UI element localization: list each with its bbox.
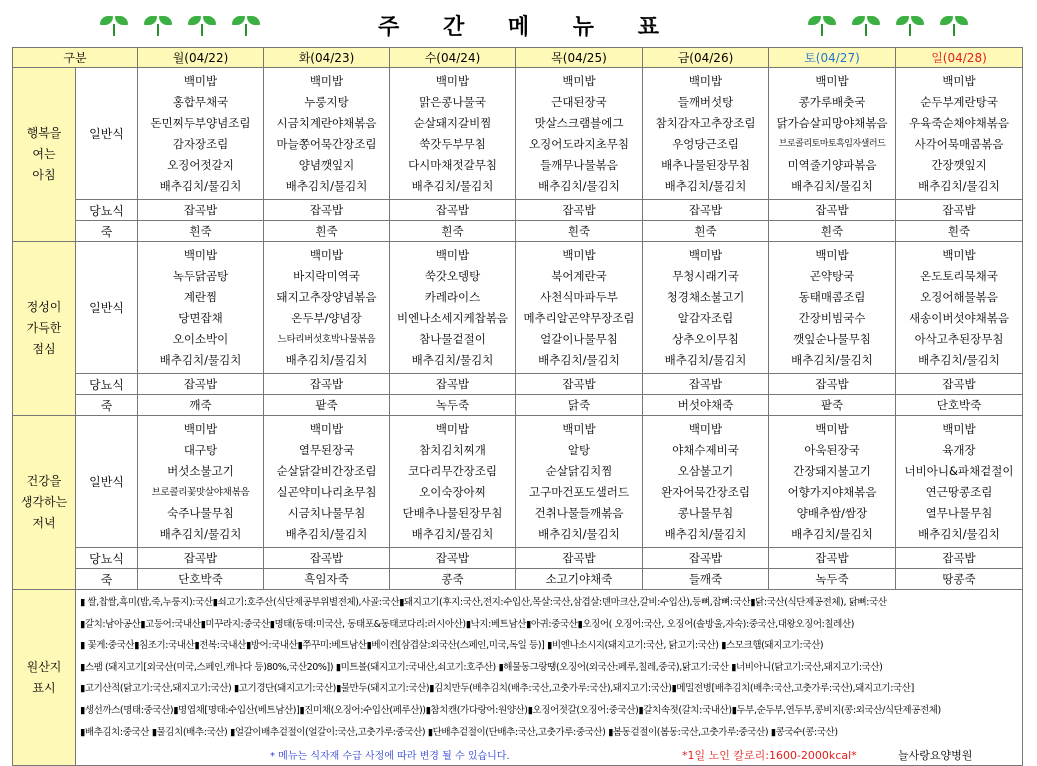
menu-item: 비엔나소세지케찹볶음 [396, 310, 509, 325]
menu-item: 순살돼지갈비찜 [413, 115, 492, 130]
general-label: 일반식 [76, 242, 138, 374]
diabetic-menu-cell: 잡곡밥 [390, 200, 516, 221]
menu-item: 아삭고추된장무침 [914, 331, 1004, 346]
menu-item: 백미밥 [435, 73, 470, 88]
diabetic-menu-cell: 잡곡밥 [769, 200, 896, 221]
menu-item: 다시마채젓갈무침 [408, 157, 497, 172]
menu-item: 백미밥 [942, 247, 976, 262]
menu-item: 연근땅콩조림 [925, 484, 993, 499]
menu-item: 배추김치/물김치 [538, 178, 620, 193]
meal-general-row [13, 416, 1023, 548]
menu-item: 백미밥 [183, 421, 218, 436]
menu-item: 간장돼지불고기 [793, 463, 871, 478]
origin-line: ▮ 쌀,찹쌀,흑미(밥,죽,누룽지):국산▮쇠고기:호주산(식단제공부위별전체),사골:국산▮돼지고기(후지:국산,전지:수입산,목살:국산,삼겹살:덴마크산,갈비:수입산),등뼈,잡뼈:국산▮닭:국산(식단제공전체), 닭뼈:국산 [80, 597, 887, 608]
meal-name-line: 점심 [32, 342, 56, 356]
menu-item: 닭가슴살피망야채볶음 [776, 115, 888, 130]
diabetic-menu-cell: 잡곡밥 [264, 374, 390, 395]
general-menu-cell [138, 242, 264, 374]
menu-item: 북어계란국 [551, 268, 607, 283]
menu-item: 백미밥 [942, 73, 976, 88]
origin-label-line: 표시 [32, 680, 56, 695]
meal-name-line: 건강을 [26, 474, 62, 488]
sprout-icon [850, 14, 882, 36]
diabetic-menu-cell: 잡곡밥 [138, 374, 264, 395]
menu-item: 백미밥 [688, 421, 723, 436]
title-row [0, 0, 1037, 46]
porridge-label: 죽 [76, 569, 138, 590]
menu-item: 사천식마파두부 [540, 289, 618, 304]
menu-item: 열무나물무침 [925, 505, 993, 520]
menu-item: 백미밥 [309, 421, 344, 436]
calorie-note: *1일 노인 칼로리:1600-2000kcal* [682, 749, 857, 763]
menu-item: 배추김치/물김치 [285, 178, 368, 193]
menu-item: 배추김치/물김치 [664, 178, 747, 193]
menu-item: 돼지고추장양념볶음 [276, 289, 377, 304]
diabetic-menu-cell: 잡곡밥 [896, 374, 1023, 395]
general-menu-cell [264, 68, 390, 200]
menu-item: 건취나물들깨볶음 [534, 505, 624, 520]
menu-item: 배추김치/물김치 [159, 178, 242, 193]
menu-item: 쑥갓두부무침 [419, 136, 486, 151]
menu-item: 배추김치/물김치 [159, 352, 242, 367]
menu-item: 마늘쫑어묵간장조림 [276, 136, 377, 151]
menu-item: 고구마건포도샐러드 [529, 484, 629, 499]
menu-item: 느타리버섯호박나물볶음 [277, 333, 376, 345]
menu-item: 배추김치/물김치 [791, 352, 873, 367]
menu-item: 백미밥 [942, 421, 976, 436]
menu-item: 바지락미역국 [293, 268, 360, 283]
porridge-menu-cell: 흰죽 [643, 221, 769, 242]
menu-item: 간장깻잎지 [931, 157, 987, 172]
porridge-label: 죽 [76, 221, 138, 242]
general-menu-cell [138, 416, 264, 548]
diabetic-menu-cell: 잡곡밥 [390, 548, 516, 569]
porridge-menu-cell: 깨죽 [138, 395, 264, 416]
porridge-label: 죽 [76, 395, 138, 416]
general-menu-cell [896, 242, 1023, 374]
diabetic-menu-cell: 잡곡밥 [264, 548, 390, 569]
menu-item: 메추리알곤약무장조림 [523, 310, 635, 325]
day-header-mon: 월(04/22) [138, 48, 264, 68]
menu-item: 돈민찌두부양념조림 [150, 115, 251, 130]
diabetic-menu-cell: 잡곡밥 [643, 548, 769, 569]
diabetic-menu-cell: 잡곡밥 [896, 200, 1023, 221]
menu-item: 오징어도라지초무침 [529, 136, 629, 151]
general-menu-cell [516, 416, 643, 548]
hospital-name: 늘사랑요양병원 [898, 749, 973, 763]
menu-item: 근대된장국 [551, 94, 607, 109]
porridge-menu-cell: 흰죽 [138, 221, 264, 242]
menu-item: 배추김치/물김치 [538, 352, 620, 367]
day-header-tue: 화(04/23) [264, 48, 390, 68]
meal-name-line: 저녁 [32, 516, 56, 530]
weekly-menu-table [12, 47, 1023, 766]
meal-name-line: 생각하는 [20, 495, 68, 509]
sprout-icon [938, 14, 970, 36]
meal-diabetic-row [13, 548, 1023, 569]
meal-name-line: 여는 [32, 147, 56, 161]
menu-item: 완자어묵간장조림 [661, 484, 750, 499]
origin-line: ▮ 꽃게:중국산▮침조기:국내산▮전복:국내산▮방어:국내산▮쭈꾸미:베트남산▮베이컨[삼겹살:외국산(스페인,미국,독일 등)] ▮비엔나소시지(돼지고기:국산, 닭고기:국산) ▮스모크햄(돼지고기:국산) [80, 640, 824, 652]
meal-general-row [13, 68, 1023, 200]
origin-line: ▮스팸 (돼지고기[외국산(미국,스페인,캐나다 등)80%,국산20%]) ▮미트볼(돼지고기:국내산,쇠고기:호주산) ▮해물동그랑땡(오징어(외국산:페루,칠레,중국),닭고기:국산 ▮너비아니(닭고기:국산,돼지고기:국산) [80, 661, 883, 673]
right-sprout-decoration [806, 14, 970, 36]
general-label: 일반식 [76, 416, 138, 548]
menu-item: 실곤약미나리초무침 [276, 484, 377, 499]
menu-item: 깻잎순나물무침 [793, 331, 871, 346]
day-header-sun: 일(04/28) [896, 48, 1023, 68]
porridge-menu-cell: 흰죽 [264, 221, 390, 242]
menu-item: 양배추쌈/쌈장 [796, 505, 868, 520]
origin-line: ▮갈치:남아공산▮고등어:국내산▮미꾸라지:중국산▮명태(동태:미국산, 동태포&동태코다리:러시아산)▮낙지:베트남산▮아귀:중국산▮오징어( 오징어:국산, 오징어(솔방울,자숙):중국산,대왕오징어:칠레산) [80, 618, 855, 630]
general-menu-cell [769, 68, 896, 200]
menu-item: 맛살스크램블에그 [534, 115, 624, 130]
menu-item: 콩나물무침 [677, 505, 734, 520]
menu-item: 배추김치/물김치 [918, 526, 1000, 541]
porridge-menu-cell: 팥죽 [264, 395, 390, 416]
menu-item: 곤약탕국 [809, 268, 855, 283]
general-menu-cell [264, 416, 390, 548]
menu-item: 오징어해물볶음 [920, 289, 998, 304]
meal-porridge-row [13, 569, 1023, 590]
menu-item: 시금치나물무침 [287, 505, 366, 520]
meal-section-label [13, 242, 76, 416]
menu-item: 백미밥 [562, 421, 596, 436]
menu-item: 백미밥 [435, 247, 470, 262]
meal-name-line: 아침 [32, 168, 56, 182]
menu-item: 감자장조림 [172, 136, 229, 151]
menu-item: 백미밥 [815, 247, 849, 262]
menu-item: 백미밥 [688, 247, 723, 262]
menu-item: 쑥갓오뎅탕 [424, 268, 481, 283]
diabetic-label: 당뇨식 [76, 200, 138, 221]
menu-item: 배추김치/물김치 [159, 526, 242, 541]
menu-item: 온두부/양념장 [291, 310, 362, 325]
diabetic-menu-cell: 잡곡밥 [516, 374, 643, 395]
menu-item: 미역줄기양파볶음 [787, 157, 877, 172]
meal-diabetic-row [13, 200, 1023, 221]
diabetic-menu-cell: 잡곡밥 [516, 548, 643, 569]
menu-item: 너비아니&파채겉절이 [904, 463, 1014, 478]
menu-item: 카레라이스 [424, 289, 481, 304]
menu-item: 브로콜리토마토흑임자샐러드 [778, 138, 886, 149]
general-menu-cell [769, 416, 896, 548]
meal-name-line: 정성이 [26, 300, 62, 314]
general-menu-cell [138, 68, 264, 200]
menu-item: 단배추나물된장무침 [402, 505, 503, 520]
porridge-menu-cell: 단호박죽 [138, 569, 264, 590]
menu-item: 오징어젓갈지 [167, 157, 234, 172]
menu-item: 열무된장국 [298, 442, 355, 457]
meal-general-row [13, 242, 1023, 374]
diabetic-menu-cell: 잡곡밥 [138, 200, 264, 221]
menu-item: 상추오이무침 [672, 331, 739, 346]
menu-item: 참치감자고추장조림 [655, 115, 756, 130]
menu-item: 온도토리묵채국 [920, 268, 998, 283]
menu-item: 무청시래기국 [672, 268, 739, 283]
menu-item: 들깨버섯탕 [677, 94, 734, 109]
day-header-fri: 금(04/26) [643, 48, 769, 68]
menu-item: 브로콜리꽃맛살야채볶음 [151, 486, 250, 498]
general-menu-cell [390, 242, 516, 374]
origin-footer [80, 743, 1020, 765]
menu-item: 새송이버섯야채볶음 [909, 310, 1009, 325]
menu-item: 배추김치/물김치 [538, 526, 620, 541]
menu-item: 배추김치/물김치 [411, 178, 494, 193]
diabetic-menu-cell: 잡곡밥 [264, 200, 390, 221]
menu-item: 백미밥 [183, 247, 218, 262]
meal-porridge-row [13, 221, 1023, 242]
page-title: 주 간 메 뉴 표 [378, 15, 677, 40]
category-header: 구분 [13, 48, 138, 68]
menu-item: 우엉당근조림 [672, 136, 739, 151]
menu-item: 배추김치/물김치 [411, 526, 494, 541]
menu-item: 우육죽순채야채볶음 [909, 115, 1009, 130]
meal-diabetic-row [13, 374, 1023, 395]
general-menu-cell [769, 242, 896, 374]
menu-item: 순살닭김치찜 [545, 463, 613, 478]
general-menu-cell [643, 242, 769, 374]
menu-item: 알감자조림 [677, 310, 734, 325]
day-header-sat: 토(04/27) [769, 48, 896, 68]
menu-item: 아욱된장국 [804, 442, 860, 457]
origin-label [13, 590, 76, 766]
menu-item: 배추김치/물김치 [664, 352, 747, 367]
diabetic-menu-cell: 잡곡밥 [138, 548, 264, 569]
menu-item: 배추김치/물김치 [285, 526, 368, 541]
porridge-menu-cell: 흰죽 [516, 221, 643, 242]
menu-item: 배추나물된장무침 [661, 157, 750, 172]
menu-item: 대구탕 [183, 442, 218, 457]
origin-line: ▮생선까스(명태:중국산)▮명엽채[명태:수입산(베트남산)]▮진미채(오징어:수입산(페루산))▮참치캔(가다랑어:원양산)▮오징어젓갈(오징어:중국산)▮갈치속젓(갈치:국내산)▮두부,순두부,연두부,콩비지(콩:외국산/식단제공전체) [80, 704, 941, 716]
menu-item: 배추김치/물김치 [918, 178, 1000, 193]
general-menu-cell [643, 68, 769, 200]
menu-item: 백미밥 [815, 421, 849, 436]
porridge-menu-cell: 흑임자죽 [264, 569, 390, 590]
porridge-menu-cell: 단호박죽 [896, 395, 1023, 416]
menu-item: 녹두닭곰탕 [172, 268, 229, 283]
general-label: 일반식 [76, 68, 138, 200]
porridge-menu-cell: 소고기야채죽 [516, 569, 643, 590]
menu-item: 순두부계란탕국 [920, 94, 998, 109]
origin-line: ▮고기산적(닭고기:국산,돼지고기:국산) ▮고기경단(돼지고기:국산)▮물만두(돼지고기:국산)▮김치만두(배추김치(배추:국산,고춧가루:국산),돼지고기:국산)▮메밀전병[배추김치(배추:국산,고춧가루:국산),돼지고기:국산] [80, 683, 914, 695]
menu-item: 오이숙장아찌 [419, 484, 486, 499]
diabetic-label: 당뇨식 [76, 548, 138, 569]
origin-info-cell [76, 590, 1023, 766]
menu-item: 배추김치/물김치 [664, 526, 747, 541]
menu-item: 오이소박이 [172, 331, 229, 346]
general-menu-cell [516, 242, 643, 374]
general-menu-cell [643, 416, 769, 548]
porridge-menu-cell: 녹두죽 [390, 395, 516, 416]
meal-name-line: 가득한 [26, 321, 62, 335]
menu-item: 참치김치찌개 [419, 442, 486, 457]
porridge-menu-cell: 땅콩죽 [896, 569, 1023, 590]
porridge-menu-cell: 들깨죽 [643, 569, 769, 590]
menu-item: 양념깻잎지 [298, 157, 355, 172]
menu-item: 배추김치/물김치 [918, 352, 1000, 367]
menu-item: 사각어묵매콤볶음 [914, 136, 1004, 151]
day-header-thu: 목(04/25) [516, 48, 643, 68]
menu-item: 콩가루배춧국 [798, 94, 866, 109]
menu-item: 당면잡채 [178, 310, 223, 325]
menu-item: 청경채소불고기 [666, 289, 745, 304]
menu-item: 배추김치/물김치 [791, 178, 873, 193]
menu-item: 참나물겉절이 [419, 331, 486, 346]
day-header-wed: 수(04/24) [390, 48, 516, 68]
menu-item: 백미밥 [309, 73, 344, 88]
porridge-menu-cell: 닭죽 [516, 395, 643, 416]
menu-item: 들깨무나물볶음 [540, 157, 618, 172]
diabetic-menu-cell: 잡곡밥 [769, 548, 896, 569]
header-row [13, 48, 1023, 68]
porridge-menu-cell: 흰죽 [896, 221, 1023, 242]
menu-item: 백미밥 [309, 247, 344, 262]
diabetic-menu-cell: 잡곡밥 [896, 548, 1023, 569]
porridge-menu-cell: 버섯야채죽 [643, 395, 769, 416]
diabetic-menu-cell: 잡곡밥 [643, 374, 769, 395]
meal-section-label [13, 68, 76, 242]
menu-item: 간장비빔국수 [798, 310, 866, 325]
menu-item: 홍합무채국 [172, 94, 229, 109]
origin-label-line: 원산지 [26, 659, 62, 674]
porridge-menu-cell: 흰죽 [769, 221, 896, 242]
menu-item: 숙주나물무침 [167, 505, 234, 520]
menu-item: 배추김치/물김치 [285, 352, 368, 367]
menu-change-note: * 메뉴는 식자재 수급 사정에 따라 변경 될 수 있습니다. [270, 751, 510, 763]
menu-item: 백미밥 [815, 73, 849, 88]
diabetic-menu-cell: 잡곡밥 [516, 200, 643, 221]
menu-item: 얼갈이나물무침 [540, 331, 618, 346]
general-menu-cell [896, 416, 1023, 548]
menu-item: 동태매콤조림 [798, 289, 866, 304]
menu-item: 계란찜 [183, 289, 218, 304]
origin-row [13, 590, 1023, 766]
porridge-menu-cell: 팥죽 [769, 395, 896, 416]
menu-item: 배추김치/물김치 [791, 526, 873, 541]
porridge-menu-cell: 콩죽 [390, 569, 516, 590]
meal-porridge-row [13, 395, 1023, 416]
diabetic-menu-cell: 잡곡밥 [769, 374, 896, 395]
menu-item: 어향가지야채볶음 [787, 484, 877, 499]
porridge-menu-cell: 흰죽 [390, 221, 516, 242]
general-menu-cell [390, 416, 516, 548]
menu-item: 순살닭갈비간장조림 [276, 463, 377, 478]
meal-section-label [13, 416, 76, 590]
menu-item: 알탕 [567, 442, 591, 457]
sprout-icon [806, 14, 838, 36]
menu-item: 육개장 [942, 442, 976, 457]
menu-item: 버섯소불고기 [167, 463, 234, 478]
menu-item: 야채수제비국 [672, 442, 739, 457]
menu-item: 백미밥 [562, 73, 596, 88]
general-menu-cell [264, 242, 390, 374]
menu-item: 백미밥 [435, 421, 470, 436]
sprout-icon [894, 14, 926, 36]
diabetic-menu-cell: 잡곡밥 [643, 200, 769, 221]
menu-item: 시금치계란야채볶음 [276, 115, 377, 130]
meal-name-line: 행복을 [26, 126, 62, 140]
menu-item: 맑은콩나물국 [419, 94, 486, 109]
menu-item: 백미밥 [183, 73, 218, 88]
menu-item: 배추김치/물김치 [411, 352, 494, 367]
general-menu-cell [896, 68, 1023, 200]
diabetic-menu-cell: 잡곡밥 [390, 374, 516, 395]
general-menu-cell [390, 68, 516, 200]
origin-line: ▮배추김치:중국산 ▮물김치(배추:국산) ▮얼갈이배추겉절이(얼갈이:국산,고춧가루:중국산) ▮단배추겉절이(단배추:국산,고춧가루:중국산) ▮봄동겉절이(봄동:국산,고춧가루:중국산) ▮콩국수(콩:국산) [80, 726, 838, 738]
diabetic-label: 당뇨식 [76, 374, 138, 395]
menu-item: 누룽지탕 [304, 94, 349, 109]
menu-item: 백미밥 [562, 247, 596, 262]
menu-item: 코다리무간장조림 [408, 463, 497, 478]
menu-item: 오삼불고기 [677, 463, 734, 478]
porridge-menu-cell: 녹두죽 [769, 569, 896, 590]
menu-item: 백미밥 [688, 73, 723, 88]
general-menu-cell [516, 68, 643, 200]
